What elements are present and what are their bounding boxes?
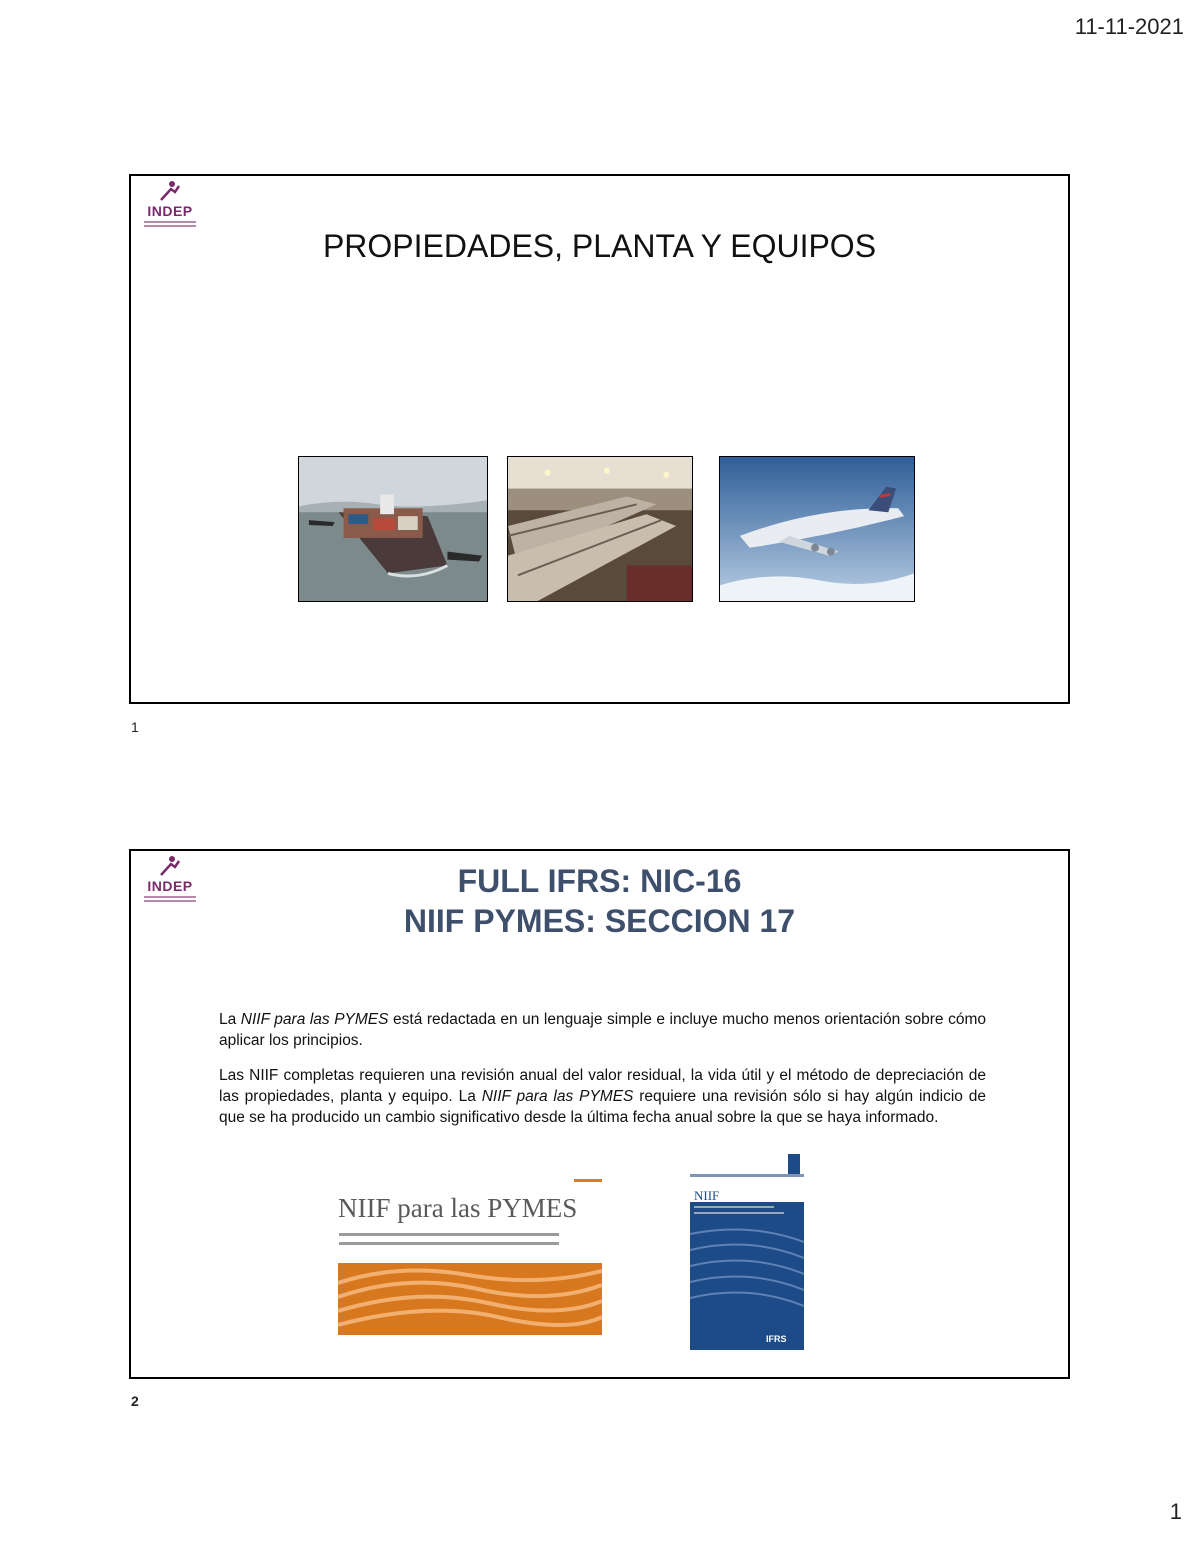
niif-book-cover — [690, 1154, 804, 1350]
orange-wave-pattern — [338, 1263, 602, 1335]
paragraph-2: Las NIIF completas requieren una revisión anual del valor residual, la vida útil y el método de depreciación de las propiedades, planta y equipo. La NIIF para las PYMES requiere una revisión sólo si hay algún indicio de que se ha producido un cambio significativo desde la última fecha anual sobre la que se haya informado. — [219, 1067, 986, 1126]
book2-title: NIIF — [694, 1188, 720, 1203]
indep-logo — [141, 180, 199, 232]
logo-figure-icon — [159, 180, 181, 202]
book2-brand: IFRS — [766, 1334, 787, 1344]
slide-1-number: 1 — [131, 719, 139, 735]
logo-name: INDEP — [147, 203, 193, 219]
slide-2-title — [131, 861, 1068, 941]
slide-2-title-line-2: NIIF PYMES: SECCION 17 — [403, 903, 796, 939]
book-title: NIIF para las PYMES — [338, 1193, 578, 1223]
wine-barrels-photo — [507, 456, 693, 602]
logo-name: INDEP — [147, 878, 193, 894]
book-subtitle-lines — [339, 1233, 559, 1251]
slide-1 — [129, 174, 1070, 704]
slide-2-title-line-1: FULL IFRS: NIC-16 — [457, 863, 742, 899]
page-date: 11-11-2021 — [1074, 14, 1184, 39]
slide-2 — [129, 849, 1070, 1379]
airplane-photo — [719, 456, 915, 602]
slide-1-title: PROPIEDADES, PLANTA Y EQUIPOS — [322, 228, 877, 264]
container-ship-photo — [298, 456, 488, 602]
slide-2-number: 2 — [131, 1393, 139, 1409]
paragraph-1: La NIIF para las PYMES está redactada en un lenguaje simple e incluye mucho menos orientación sobre cómo aplicar los principios. — [219, 1011, 986, 1049]
slide-2-body — [219, 1009, 986, 1142]
niif-pymes-book-cover — [338, 1179, 602, 1335]
page-number: 1 — [1169, 1499, 1182, 1524]
